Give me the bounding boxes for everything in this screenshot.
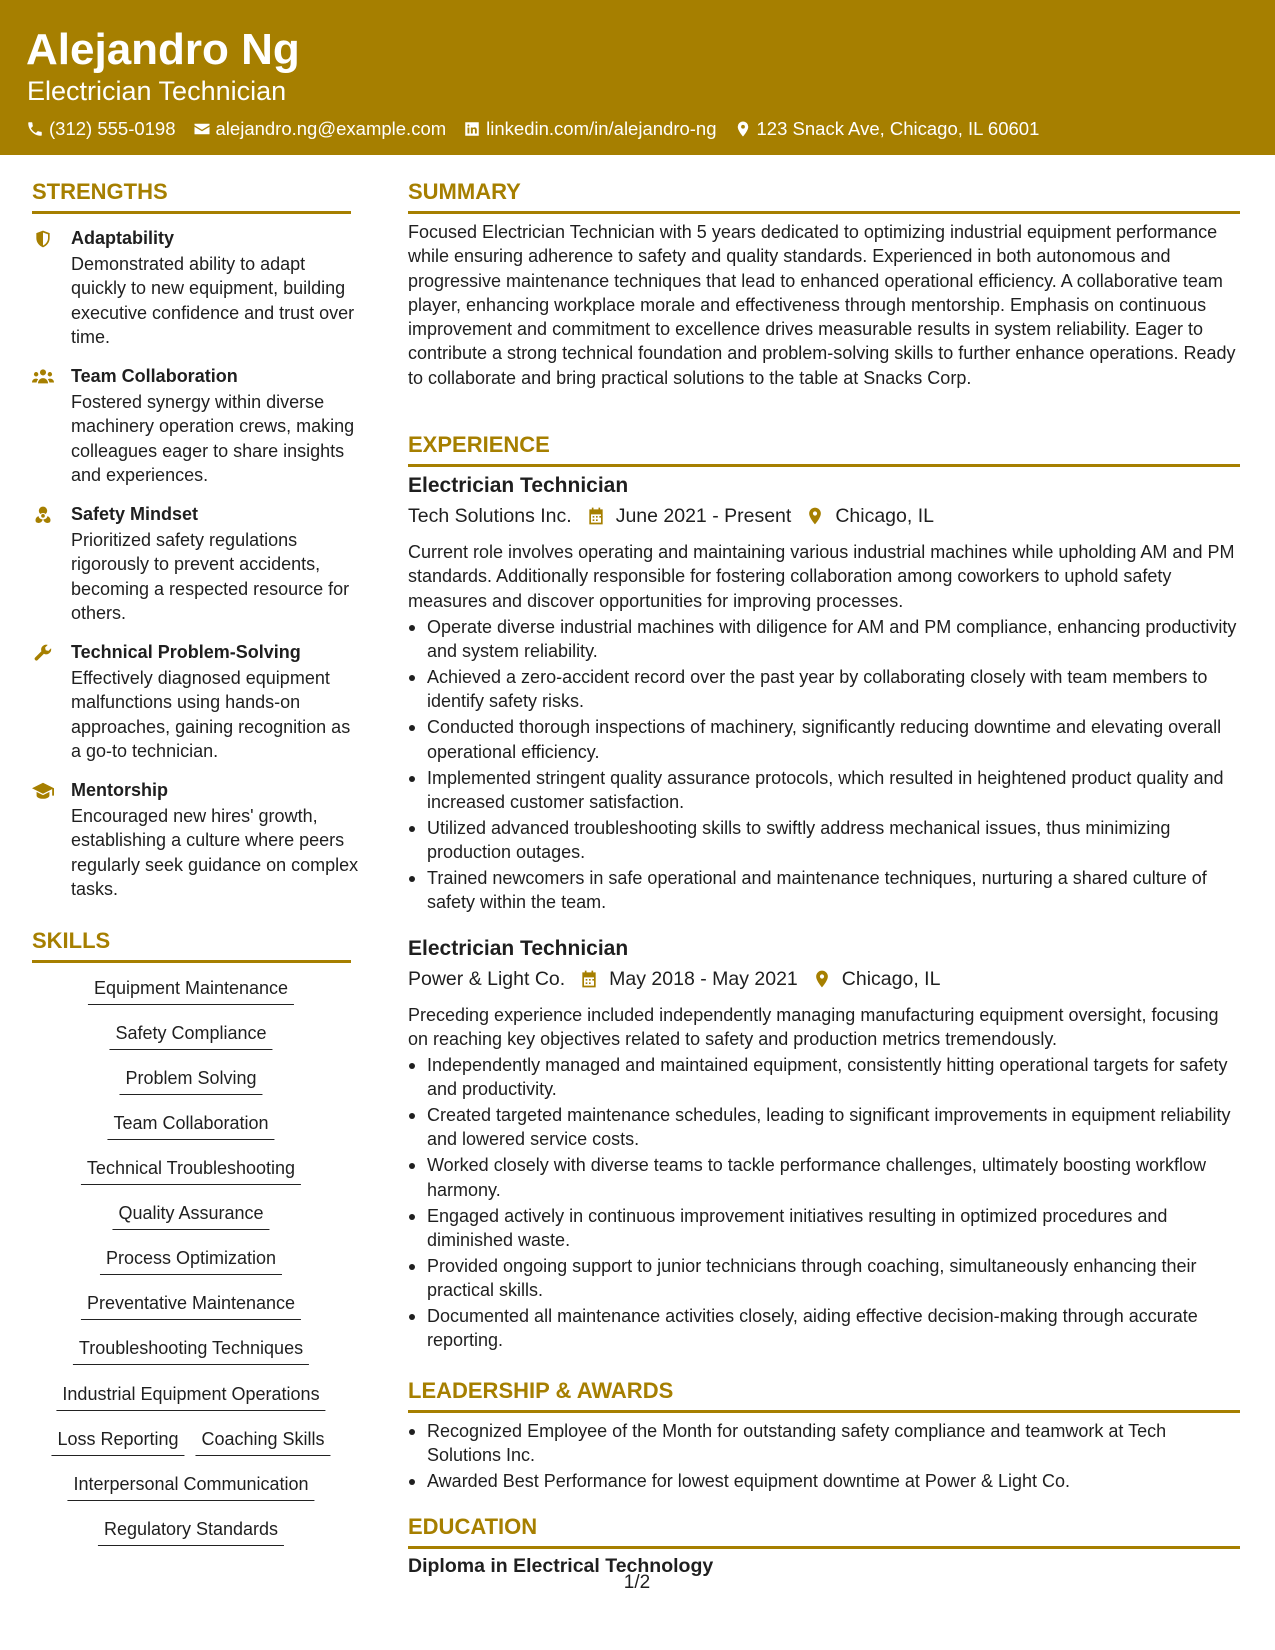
list-item: Independently managed and maintained equipment, consistently hitting operational targets for safety and productivity.: [408, 1053, 1240, 1102]
list-item: Worked closely with diverse teams to tackle performance challenges, ultimately boosting workflow harmony.: [408, 1153, 1240, 1202]
skill-tag: Industrial Equipment Operations: [56, 1382, 325, 1411]
strength-title: Mentorship: [71, 780, 168, 800]
calendar-icon: [586, 506, 606, 526]
job-location: Chicago, IL: [835, 504, 934, 527]
wrench-icon: [32, 643, 54, 663]
list-item: Utilized advanced troubleshooting skills to swiftly address mechanical issues, thus minimizing production outages.: [408, 816, 1240, 865]
job-title: Electrician Technician: [408, 937, 629, 960]
list-item: Engaged actively in continuous improvement initiatives resulting in optimized procedures and diminished waste.: [408, 1204, 1240, 1253]
location-pin-icon: [734, 120, 752, 138]
company-name: Tech Solutions Inc.: [408, 504, 572, 527]
calendar-icon: [579, 969, 599, 989]
company-name: Power & Light Co.: [408, 967, 566, 990]
envelope-icon: [193, 120, 211, 138]
contact-linkedin[interactable]: [463, 118, 716, 140]
skill-tag: Quality Assurance: [112, 1201, 269, 1230]
job-bullets: [408, 1053, 1240, 1354]
summary-text: Focused Electrician Technician with 5 years dedicated to optimizing industrial equipment performance while ensuring adherence to safety and quality standards. Experienced in both autonomous and progressive maintenance techniques that lead to enhanced operational efficiency. A collaborative team player, enhancing workplace morale and effectiveness through mentorship. Emphasis on continuous improvement and commitment to excellence drives measurable results in system reliability. Eager to contribute a strong technical foundation and problem-solving skills to further enhance operations. Ready to collaborate and bring practical solutions to the table at Snacks Corp.: [408, 222, 1236, 388]
job-description: Current role involves operating and maintaining various industrial machines while upholding AM and PM standards. Additionally responsible for fostering collaboration among coworkers to uphold safety measures and discover opportunities for improving processes.: [408, 542, 1235, 611]
job-title: Electrician Technician: [408, 474, 629, 497]
contact-phone[interactable]: [26, 118, 176, 140]
contact-email[interactable]: [193, 118, 447, 140]
skill-tag: Process Optimization: [100, 1246, 282, 1275]
strength-title: Technical Problem-Solving: [71, 642, 301, 662]
strength-description: Effectively diagnosed equipment malfunctions using hands-on approaches, gaining recognition as a go-to technician.: [71, 668, 351, 761]
strength-description: Demonstrated ability to adapt quickly to new equipment, building executive confidence and trust over time.: [71, 254, 355, 347]
leadership-heading: LEADERSHIP & AWARDS: [408, 1376, 1240, 1413]
experience-heading: EXPERIENCE: [408, 430, 1240, 467]
location-pin-icon: [812, 969, 832, 989]
strength-description: Fostered synergy within diverse machinery operation crews, making colleagues eager to share insights and experiences.: [71, 392, 355, 485]
job-meta: [408, 502, 934, 530]
contact-bar: [26, 114, 1056, 144]
list-item: Awarded Best Performance for lowest equipment downtime at Power & Light Co.: [408, 1469, 1240, 1493]
job-dates: May 2018 - May 2021: [609, 967, 798, 990]
graduation-cap-icon: [32, 781, 54, 801]
phone-icon: [26, 120, 44, 138]
shield-icon: [32, 229, 54, 249]
skill-tag: Preventative Maintenance: [81, 1291, 301, 1320]
list-item: Trained newcomers in safe operational and maintenance techniques, nurturing a shared culture of safety within the team.: [408, 866, 1240, 915]
list-item: Conducted thorough inspections of machinery, significantly reducing downtime and elevating overall operational efficiency.: [408, 715, 1240, 764]
strength-description: Encouraged new hires' growth, establishing a culture where peers regularly seek guidance on complex tasks.: [71, 806, 359, 899]
list-item: Recognized Employee of the Month for outstanding safety compliance and teamwork at Tech Solutions Inc.: [408, 1419, 1240, 1468]
page-number: 1/2: [623, 1572, 651, 1593]
location-pin-icon: [805, 506, 825, 526]
list-item: Documented all maintenance activities closely, aiding effective decision-making through accurate reporting.: [408, 1304, 1240, 1353]
users-icon: [32, 367, 54, 387]
contact-email-text: alejandro.ng@example.com: [215, 118, 447, 139]
list-item: Achieved a zero-accident record over the past year by collaborating closely with team members to identify safety risks.: [408, 665, 1240, 714]
strength-title: Adaptability: [71, 228, 175, 248]
strength-description: Prioritized safety regulations rigorously to prevent accidents, becoming a respected resource for others.: [71, 530, 350, 623]
job-description: Preceding experience included independently managing manufacturing equipment oversight, focusing on reaching key objectives related to safety and production metrics tremendously.: [408, 1005, 1219, 1050]
skills-heading: SKILLS: [32, 926, 351, 963]
contact-address: [734, 118, 1040, 140]
strengths-heading: STRENGTHS: [32, 177, 351, 214]
job-meta: [408, 965, 940, 993]
job-bullets: [408, 615, 1240, 916]
list-item: Provided ongoing support to junior technicians through coaching, simultaneously enhancing their practical skills.: [408, 1254, 1240, 1303]
resume-header: [0, 0, 1275, 155]
list-item: Created targeted maintenance schedules, leading to significant improvements in equipment reliability and lowered service costs.: [408, 1103, 1240, 1152]
skill-tag: Interpersonal Communication: [67, 1472, 314, 1501]
skill-tag: Regulatory Standards: [98, 1517, 284, 1546]
list-item: Implemented stringent quality assurance protocols, which resulted in heightened product quality and increased customer satisfaction.: [408, 766, 1240, 815]
education-heading: EDUCATION: [408, 1512, 1240, 1549]
skill-tag: Equipment Maintenance: [88, 976, 294, 1005]
candidate-name: Alejandro Ng: [26, 25, 300, 74]
education-degree: Diploma in Electrical Technology: [408, 1555, 714, 1577]
strength-title: Team Collaboration: [71, 366, 238, 386]
skill-tag: Safety Compliance: [109, 1021, 272, 1050]
skill-tag: Problem Solving: [119, 1066, 262, 1095]
job-dates: June 2021 - Present: [615, 504, 792, 527]
contact-address-text: 123 Snack Ave, Chicago, IL 60601: [756, 118, 1040, 139]
biohazard-icon: [32, 505, 54, 525]
skill-tag: Team Collaboration: [107, 1111, 274, 1140]
linkedin-icon: [463, 120, 481, 138]
leadership-list: [408, 1419, 1240, 1495]
skill-tag: Coaching Skills: [195, 1427, 330, 1456]
summary-heading: SUMMARY: [408, 177, 1240, 214]
skill-tag: Troubleshooting Techniques: [73, 1336, 309, 1365]
contact-linkedin-text: linkedin.com/in/alejandro-ng: [486, 118, 717, 139]
skill-tag: Loss Reporting: [51, 1427, 184, 1456]
list-item: Operate diverse industrial machines with diligence for AM and PM compliance, enhancing productivity and system reliability.: [408, 615, 1240, 664]
job-location: Chicago, IL: [841, 967, 941, 990]
candidate-title: Electrician Technician: [27, 76, 287, 106]
skill-tag: Technical Troubleshooting: [81, 1156, 301, 1185]
contact-phone-text: (312) 555-0198: [49, 118, 176, 139]
strength-title: Safety Mindset: [71, 504, 199, 524]
